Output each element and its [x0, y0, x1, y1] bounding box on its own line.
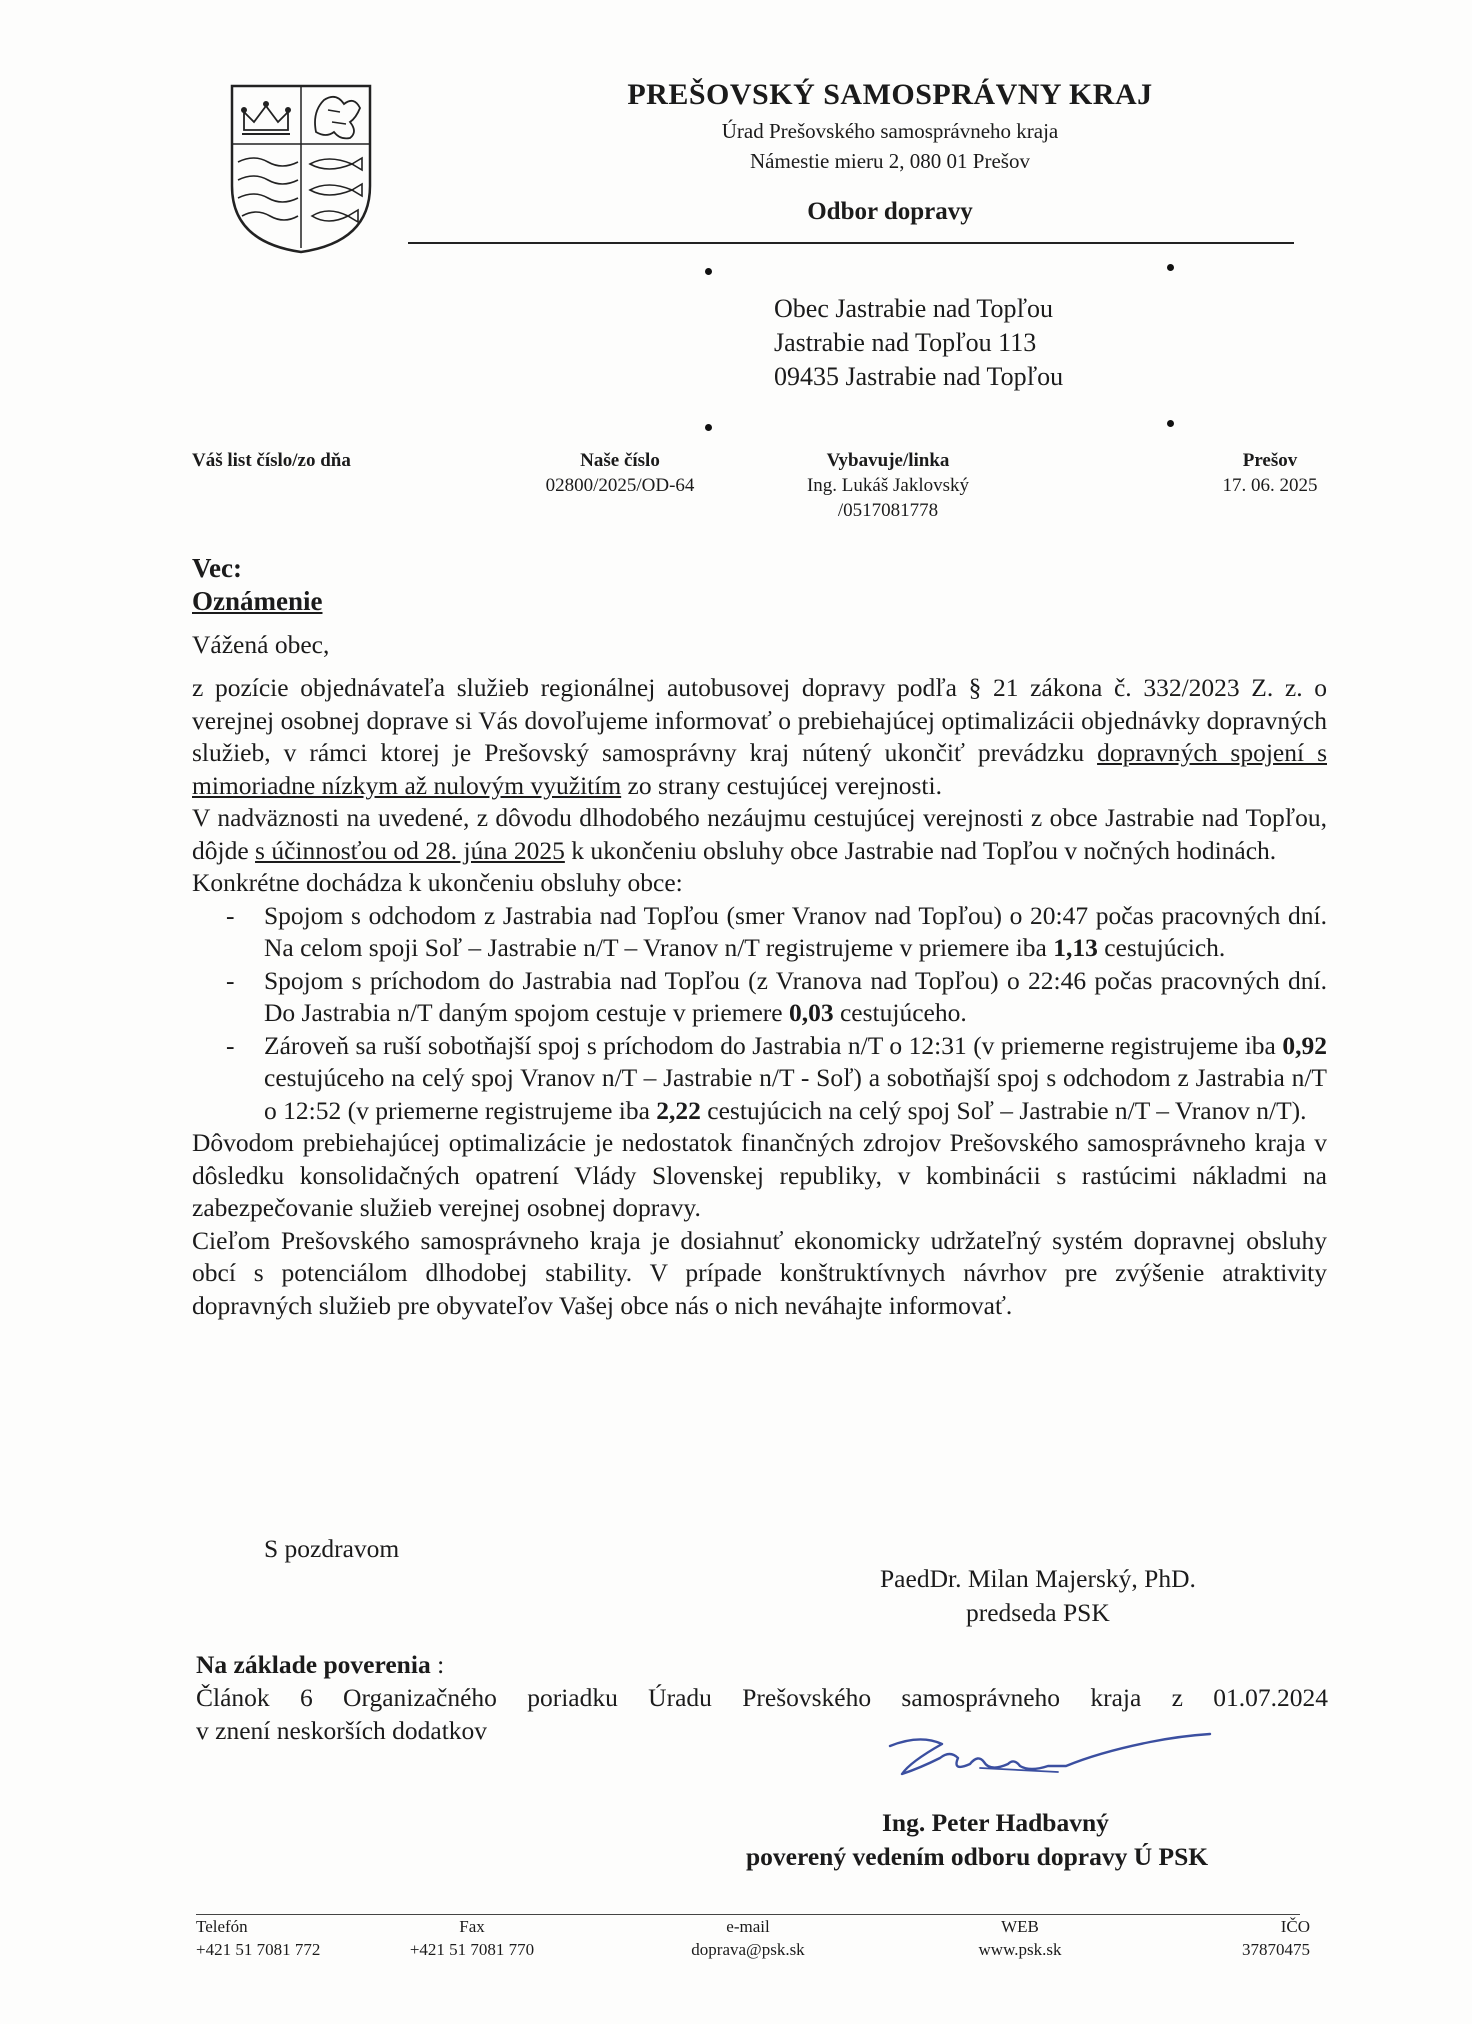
- email-value: doprava@psk.sk: [691, 1940, 805, 1959]
- our-number-value: 02800/2025/OD-64: [545, 475, 695, 496]
- paragraph-list-intro: Konkrétne dochádza k ukončeniu obsluhy obce:: [192, 868, 683, 897]
- handled-by-phone: /0517081778: [837, 500, 939, 521]
- footer-email: [668, 1915, 828, 1961]
- window-mark: [705, 424, 712, 431]
- footer-web: [960, 1915, 1080, 1961]
- recipient-name: Obec Jastrabie nad Topľou: [774, 294, 1054, 323]
- footer-ico: [1200, 1915, 1310, 1961]
- our-number: [500, 448, 740, 498]
- deputy-role: poverený vedením odboru dopravy Ú PSK: [746, 1842, 1209, 1871]
- deputy-name: Ing. Peter Hadbavný: [882, 1808, 1109, 1837]
- footer-fax: [392, 1915, 552, 1961]
- list-item: - Zároveň sa ruší sobotňajší spoj s príchodom do Jastrabia n/T o 12:31 (v priemerne registrujeme iba 0,92 cestujúceho na celý spoj Vranov n/T – Jastrabie n/T - Soľ) a sobotňajší spoj s odchodom z Jastrabia n/T o 12:52 (v priemerne registrujeme iba 2,22 cestujúcich na celý spoj Soľ – Jastrabie n/T – Vranov n/T).: [192, 1030, 1327, 1128]
- letter-body: [192, 672, 1327, 1322]
- authorization-text: Článok 6 Organizačného poriadku Úradu Prešovského samosprávneho kraja z 01.07.2024: [196, 1683, 1328, 1712]
- closing: S pozdravom: [264, 1534, 400, 1563]
- handled-by-label: Vybavuje/linka: [826, 450, 950, 471]
- window-mark: [705, 268, 712, 275]
- office-address: Námestie mieru 2, 080 01 Prešov: [750, 149, 1030, 173]
- header-divider: [408, 242, 1294, 244]
- footer-phone: [196, 1915, 320, 1961]
- salutation: Vážená obec,: [192, 630, 330, 659]
- web-value: www.psk.sk: [978, 1940, 1062, 1959]
- department-name: Odbor dopravy: [807, 198, 973, 225]
- handled-by: [748, 448, 1028, 523]
- ico-label: IČO: [1280, 1917, 1310, 1936]
- handwritten-signature: [880, 1728, 1220, 1798]
- window-mark: [1167, 420, 1174, 427]
- paragraph-effective: V nadväznosti na uvedené, z dôvodu dlhodobého nezáujmu cestujúcej verejnosti z obce Jastrabie nad Topľou, dôjde s účinnosťou od 28. júna 2025 k ukončeniu obsluhy obce Jastrabie nad Topľou v nočných hodinách.: [192, 803, 1327, 865]
- web-label: WEB: [1001, 1917, 1039, 1936]
- underlined-phrase: dopravných spojení s mimoriadne nízkym až nulovým využitím: [192, 738, 1327, 800]
- paragraph-reason: Dôvodom prebiehajúcej optimalizácie je nedostatok finančných zdrojov Prešovského samosprávneho kraja v dôsledku konsolidačných opatrení Vlády Slovenskej republiky, v kombinácii s rastúcimi nákladmi na zabezpečovanie služieb verejnej osobnej dopravy.: [192, 1128, 1327, 1222]
- place-date: [1190, 448, 1350, 498]
- handled-by-name: Ing. Lukáš Jaklovský: [806, 475, 969, 496]
- fax-label: Fax: [459, 1917, 485, 1936]
- email-label: e-mail: [726, 1917, 770, 1936]
- signatory-title: predseda PSK: [966, 1598, 1110, 1627]
- subject-title: Oznámenie: [192, 586, 323, 616]
- fax-value: +421 51 7081 770: [409, 1940, 535, 1959]
- list-item: - Spojom s príchodom do Jastrabia nad Topľou (z Vranova nad Topľou) o 22:46 počas pracovných dní. Do Jastrabia n/T daným spojom cestuje v priemere 0,03 cestujúceho.: [192, 965, 1327, 1030]
- list-item: - Spojom s odchodom z Jastrabia nad Topľou (smer Vranov nad Topľou) o 20:47 počas pracovných dní. Na celom spoji Soľ – Jastrabie n/T – Vranov n/T registrujeme v priemere iba 1,13 cestujúcich.: [192, 900, 1327, 965]
- office-name: Úrad Prešovského samosprávneho kraja: [721, 119, 1059, 143]
- recipient-street: Jastrabie nad Topľou 113: [774, 328, 1037, 357]
- your-letter-label: Váš list číslo/zo dňa: [192, 450, 351, 471]
- effective-date-phrase: s účinnosťou od 28. júna 2025: [255, 835, 565, 865]
- ico-value: 37870475: [1242, 1940, 1310, 1959]
- recipient-city: 09435 Jastrabie nad Topľou: [774, 362, 1064, 391]
- authorization-text-cont: v znení neskorších dodatkov: [196, 1716, 488, 1745]
- our-number-label: Naše číslo: [580, 450, 660, 471]
- place-label: Prešov: [1242, 450, 1298, 471]
- cancelled-connections-list: [192, 900, 1327, 1128]
- organization-name: PREŠOVSKÝ SAMOSPRÁVNY KRAJ: [627, 78, 1153, 111]
- coat-of-arms-icon: [228, 82, 374, 254]
- signatory-name: PaedDr. Milan Majerský, PhD.: [880, 1564, 1196, 1593]
- phone-label: Telefón: [196, 1917, 248, 1936]
- letter-date: 17. 06. 2025: [1222, 475, 1318, 496]
- window-mark: [1167, 264, 1174, 271]
- subject-label: Vec:: [192, 553, 242, 583]
- authorization-heading: Na základe poverenia :: [196, 1650, 445, 1679]
- paragraph-goal: Cieľom Prešovského samosprávneho kraja je dosiahnuť ekonomicky udržateľný systém dopravnej obsluhy obcí s potenciálom dlhodobej stability. V prípade konštruktívnych návrhov pre zvýšenie atraktivity dopravných služieb pre obyvateľov Vašej obce nás o nich neváhajte informovať.: [192, 1225, 1327, 1320]
- phone-value: +421 51 7081 772: [196, 1940, 321, 1959]
- paragraph-intro: z pozície objednávateľa služieb regionálnej autobusovej dopravy podľa § 21 zákona č. 332/2023 Z. z. o verejnej osobnej doprave si Vás dovoľujeme informovať o prebiehajúcej optimalizácii objednávky dopravných služieb, v rámci ktorej je Prešovský samosprávny kraj nútený ukončiť prevádzku dopravných spojení s mimoriadne nízkym až nulovým využitím zo strany cestujúcej verejnosti.: [192, 673, 1327, 800]
